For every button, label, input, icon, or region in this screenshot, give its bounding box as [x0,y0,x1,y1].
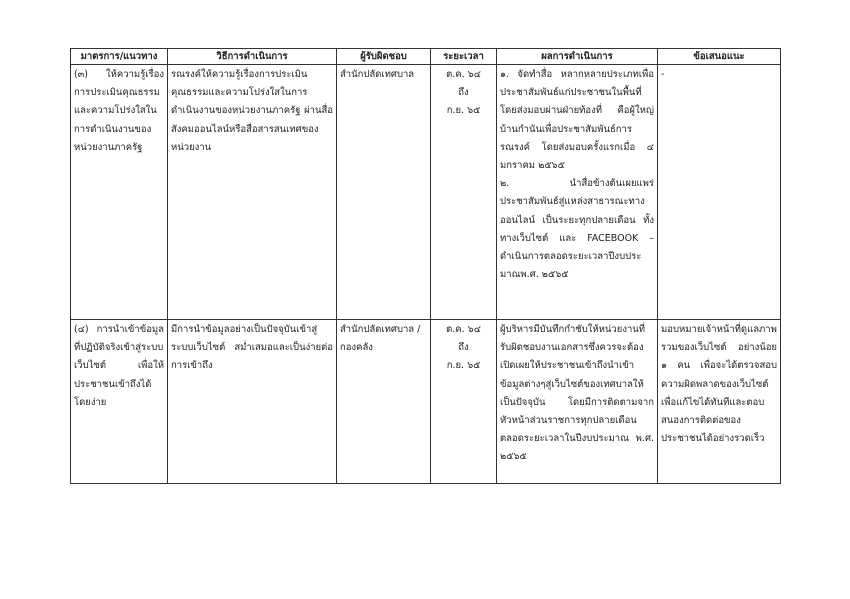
period-end: ก.ย. ๖๕ [446,360,481,372]
header-period: ระยะเวลา [431,49,497,65]
period-start: ต.ค. ๖๔ [446,69,481,80]
table-row [71,65,781,320]
period-to: ถึง [458,87,469,99]
method-text: มีการนำข้อมูลอย่างเป็นปัจจุบันเข้าสู่ระบบเว็บไซต์ สม่ำเสมอและเป็นง่ายต่อการเข้าถึง [171,324,333,372]
result-item: ๑. จัดทำสื่อ หลากหลายประเภทเพื่อประชาสัมพันธ์แก่ประชาชนในพื้นที่ โดยส่งมอบผ่านฝ่ายท้องที่ คือผู้ใหญ่บ้านกำนันเพื่อประชาสัมพันธ์การรณรงค์ โดยส่งมอบครั้งแรกเมื่อ ๔ มกราคม ๒๕๖๕ [500,69,654,172]
header-responsible: ผู้รับผิดชอบ [337,49,431,65]
results-cell [497,65,658,320]
measure-cell [71,320,168,484]
measure-text: (๔) การนำเข้าข้อมูลที่ปฏิบัติจริงเข้าสู่ระบบเว็บไซต์ เพื่อให้ประชาชนเข้าถึงได้โดยง่าย [74,324,164,408]
header-measure: มาตรการ/แนวทาง [71,49,168,65]
responsible-cell: สำนักปลัดเทศบาล [337,65,431,320]
header-suggestion: ข้อเสนอแนะ [658,49,781,65]
suggestion-cell: - [658,65,781,320]
measure-cell [71,65,168,320]
suggestion-cell [658,320,781,484]
period-to: ถึง [458,342,469,354]
table-header-row [71,49,781,65]
period-cell [431,65,497,320]
method-text: รณรงค์ให้ความรู้เรื่องการประเมินคุณธรรมและความโปร่งใสในการดำเนินงานของหน่วยงานภาครัฐ ผ่านสื่อสังคมออนไลน์หรือสื่อสารสนเทศของหน่วยงาน [171,69,333,153]
header-results: ผลการดำเนินการ [497,49,658,65]
action-plan-table [70,48,781,484]
measure-text: (๓) ให้ความรู้เรื่องการประเมินคุณธรรมและความโปร่งใสใน การดำเนินงานของหน่วยงานภาครัฐ [74,69,164,153]
header-method: วิธีการดำเนินการ [168,49,337,65]
results-cell [497,320,658,484]
result-item: ๒. นำสื่อข้างต้นเผยแพร่ประชาสัมพันธ์สู่แหล่งสาธารณะทางออนไลน์ เป็นระยะทุกปลายเดือน ทั้งทางเว็บไซต์ และ FACEBOOK – ดำเนินการตลอดระยะเวลาปีงบประมาณพ.ศ. ๒๕๖๕ [500,178,654,281]
table-row [71,320,781,484]
responsible-cell: สำนักปลัดเทศบาล / กองคลัง [337,320,431,484]
period-end: ก.ย. ๖๕ [446,105,481,117]
method-cell [168,65,337,320]
period-cell [431,320,497,484]
period-start: ต.ค. ๖๔ [446,324,481,335]
method-cell [168,320,337,484]
suggestion-text: มอบหมายเจ้าหน้าที่ดูแลภาพรวมของเว็บไซต์ อย่างน้อย ๑ คน เพื่อจะได้ตรวจสอบความผิดพลาดของเว็บไซต์เพื่อแก้ไขได้ทันทีและตอบสนองการติดต่อของประชาชนได้อย่างรวดเร็ว [661,324,777,445]
result-item: ผู้บริหารมีบันทึกกำชับให้หน่วยงานที่รับผิดชอบงานเอกสารซึ่งควรจะต้องเปิดเผยให้ประชาชนเข้าถึงนำเข้าข้อมูลต่างๆสู่เว็บไซต์ของเทศบาลให้เป็นปัจจุบัน โดยมีการติดตามจากหัวหน้าส่วนราชการทุกปลายเดือน ตลอดระยะเวลาในปีงบประมาณ พ.ศ. ๒๕๖๕ [500,324,654,463]
